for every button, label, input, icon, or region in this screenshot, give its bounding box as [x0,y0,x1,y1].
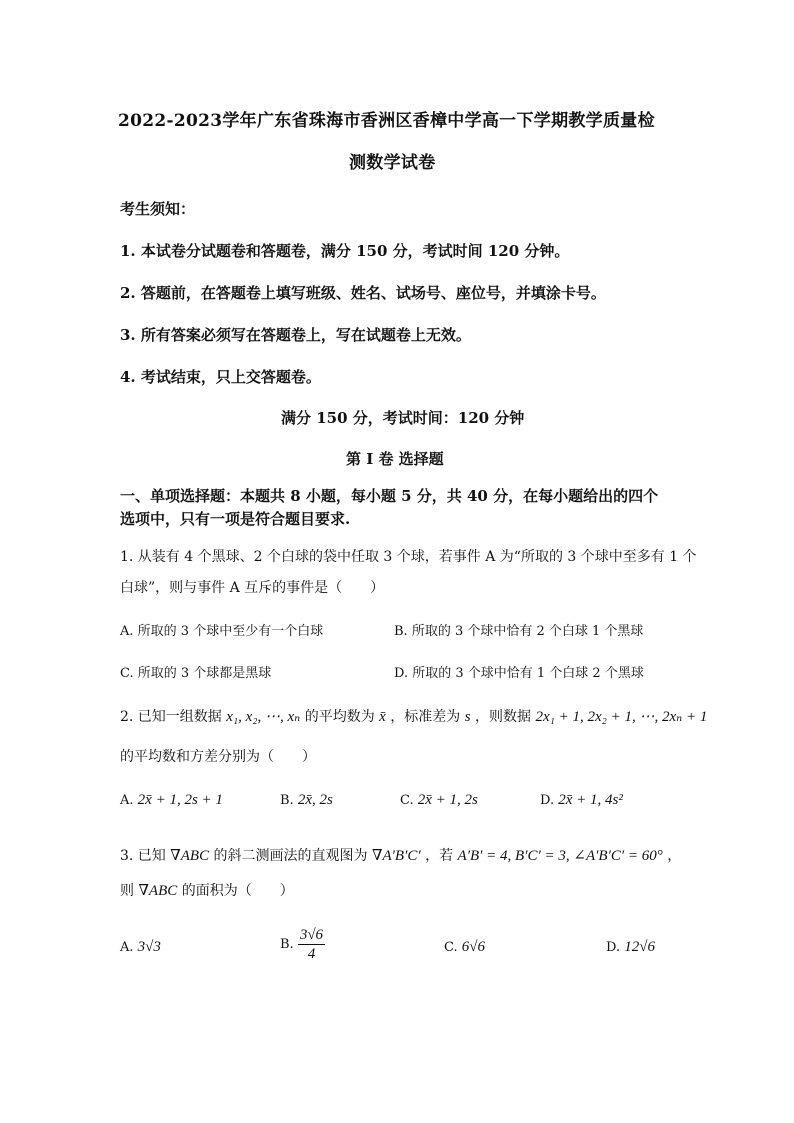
q1-option-b: B. 所取的 3 个球中恰有 2 个白球 1 个黑球 [394,624,644,639]
q2-option-c [400,792,478,809]
q2-option-b-expr: 2x̄, 2s [297,792,333,808]
q3-option-b-fraction [298,926,325,963]
part-title: 第 I 卷 选择题 [346,450,444,468]
q3-stem-line2 [120,880,294,900]
q2-option-a [120,792,223,809]
q2-sd-symbol: s [464,709,471,725]
notice-heading: 考生须知： [120,200,196,218]
page-title-line2: 测数学试卷 [349,153,436,173]
q2-option-d-label: D. [540,793,555,808]
q2-option-c-expr: 2x̄ + 1, 2s [417,792,478,808]
notice-item-2: 2. 答题前，在答题卷上填写班级、姓名、试场号、座位号，并填涂卡号。 [120,284,606,302]
q1-stem-line1: 1. 从装有 4 个黑球、2 个白球的袋中任取 3 个球，若事件 A 为“所取的 3 个球中至多有 1 个 [120,549,697,565]
q3-option-b [280,926,325,963]
q2-mean-symbol: x̄ [379,709,386,725]
q3-option-b-numerator: 3√6 [299,927,324,943]
q2-text-3: ，标准差为 [390,709,461,725]
q2-stem-line2: 的平均数和方差分别为（ ） [120,749,316,765]
q2-text-1: 2. 已知一组数据 [120,709,222,725]
page-title-line1: 2022-2023学年广东省珠海市香洲区香樟中学高一下学期教学质量检 [118,111,655,131]
q1-option-a: A. 所取的 3 个球中至少有一个白球 [120,624,324,639]
q2-option-b [280,792,333,809]
q2-option-d [540,792,623,809]
q3-option-d-expr: 12√6 [624,939,655,955]
section-heading-line1: 一、单项选择题：本题共 8 小题，每小题 5 分，共 40 分，在每小题给出的四个 [120,487,659,505]
q3-option-c [444,939,485,956]
q3-option-d [606,939,655,956]
q3-option-b-label: B. [280,937,294,952]
q3-triangle-prime: ∇A′B′C′ [371,848,421,864]
q2-option-a-label: A. [120,793,134,808]
notice-item-4: 4. 考试结束，只上交答题卷。 [120,368,321,386]
q3-text-2: 的斜二测画法的直观图为 [213,848,368,864]
q3-option-a-label: A. [120,940,134,955]
q2-option-b-label: B. [280,793,294,808]
q2-data-vars: x₁, x₂, ⋯, xₙ [226,709,301,725]
q1-stem-line2: 白球”，则与事件 A 互斥的事件是（ ） [120,580,385,596]
q3-text-4: ， [667,848,682,864]
q3-option-a-expr: 3√3 [137,939,161,955]
q2-text-2: 的平均数为 [304,709,375,725]
q2-new-data: 2x₁ + 1, 2x₂ + 1, ⋯, 2xₙ + 1 [535,709,708,725]
q2-text-4: ，则数据 [475,709,532,725]
q1-option-d: D. 所取的 3 个球中恰有 1 个白球 2 个黑球 [394,666,644,681]
score-time: 满分 150 分，考试时间：120 分钟 [281,409,525,427]
q3-option-b-denominator: 4 [307,946,316,962]
notice-item-1: 1. 本试卷分试题卷和答题卷，满分 150 分，考试时间 120 分钟。 [120,242,570,260]
q3-conditions: A′B′ = 4, B′C′ = 3, ∠A′B′C′ = 60° [457,848,663,864]
q2-option-c-label: C. [400,793,414,808]
q3-text-5: 则 [120,883,134,899]
q2-option-a-expr: 2x̄ + 1, 2s + 1 [137,792,223,808]
q3-text-1: 3. 已知 [120,848,166,864]
q3-stem-line1 [120,845,681,865]
q3-text-3: ，若 [425,848,454,864]
section-heading-line2: 选项中，只有一项是符合题目要求. [120,510,351,528]
q3-option-a [120,939,161,956]
q3-text-6: 的面积为（ ） [181,883,294,899]
q2-option-d-expr: 2x̄ + 1, 4s² [558,792,623,808]
q3-triangle-abc: ∇ABC [170,848,210,864]
q3-option-d-label: D. [606,940,621,955]
q3-option-c-expr: 6√6 [461,939,485,955]
q1-option-c: C. 所取的 3 个球都是黑球 [120,666,272,681]
notice-item-3: 3. 所有答案必须写在答题卷上，写在试题卷上无效。 [120,326,471,344]
q3-option-c-label: C. [444,940,458,955]
q2-stem-line1 [120,706,707,726]
q3-triangle-abc-2: ∇ABC [138,883,178,899]
